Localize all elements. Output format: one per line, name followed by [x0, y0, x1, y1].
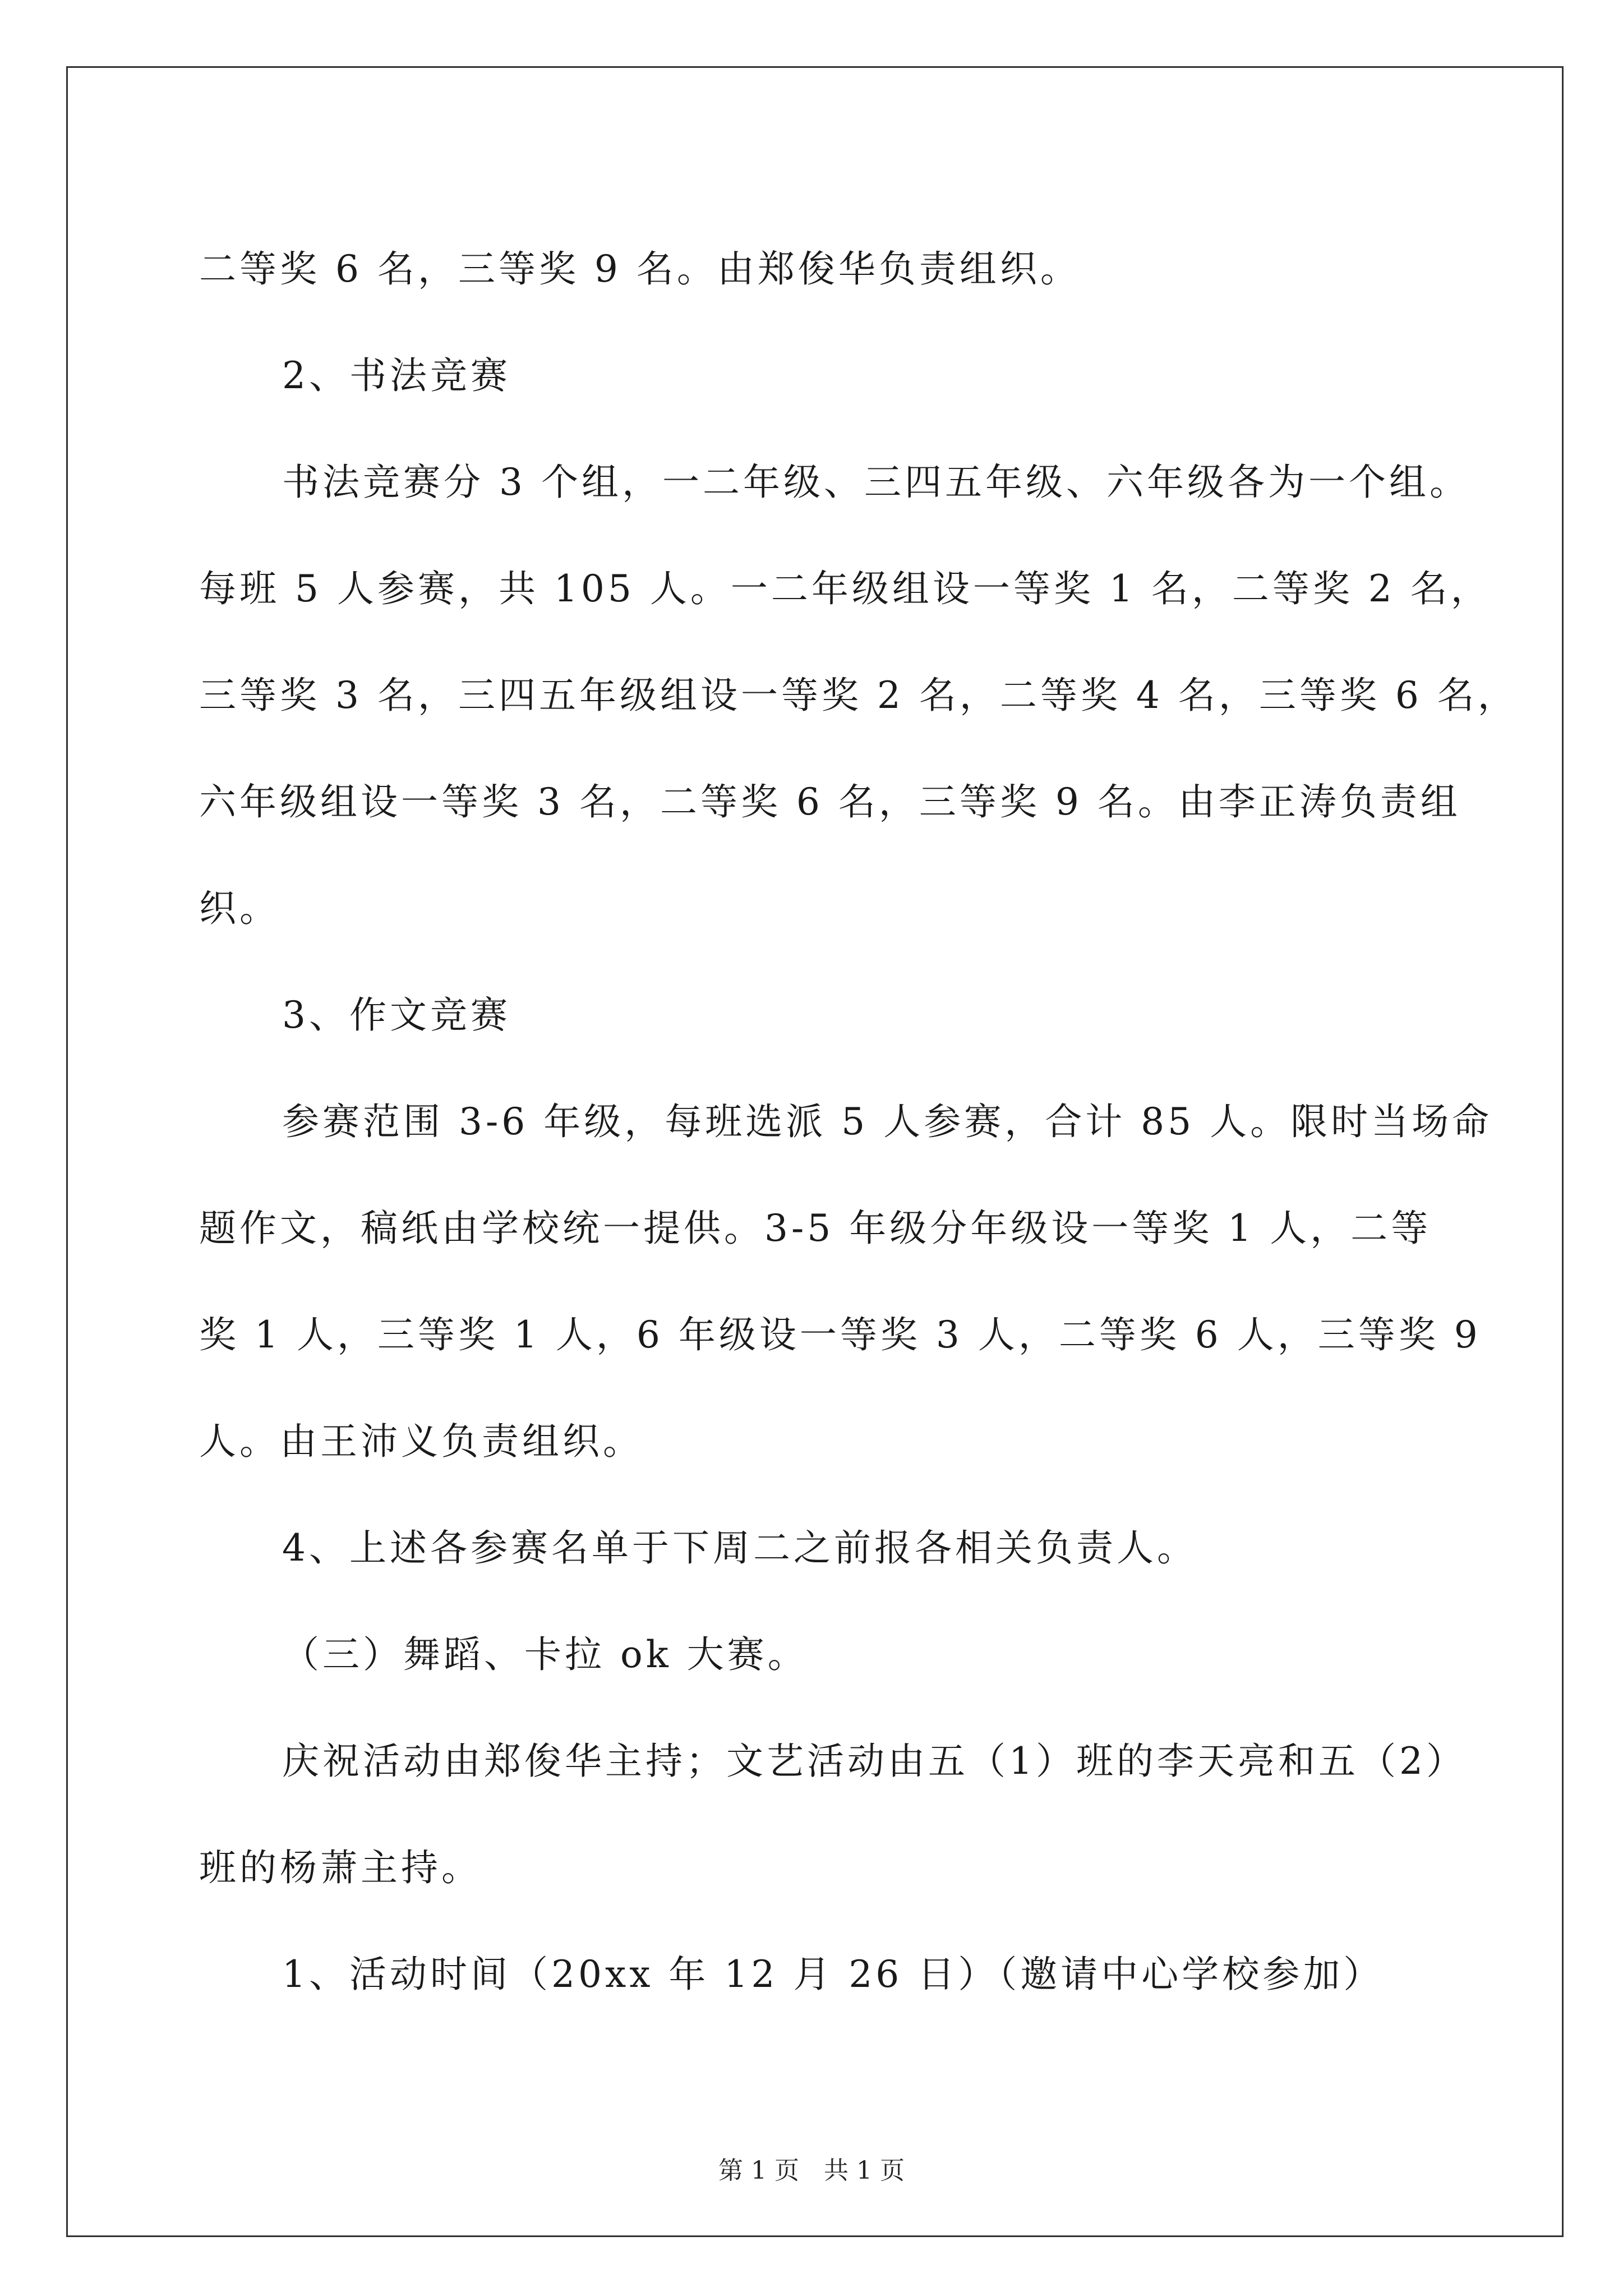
- text-line-7: 织。: [199, 887, 280, 930]
- section-heading-calligraphy: 2、书法竞赛: [282, 354, 511, 397]
- text-line-1: 二等奖 6 名，三等奖 9 名。由郑俊华负责组织。: [199, 247, 1081, 291]
- text-line-10: 题作文，稿纸由学校统一提供。3-5 年级分年级设一等奖 1 人，二等: [199, 1207, 1432, 1250]
- text-line-6: 六年级组设一等奖 3 名，二等奖 6 名，三等奖 9 名。由李正涛负责组: [199, 780, 1461, 823]
- text-line-17: 1、活动时间（20xx 年 12 月 26 日）（邀请中心学校参加）: [282, 1953, 1384, 1996]
- text-line-16: 班的杨萧主持。: [199, 1846, 482, 1889]
- text-line-9: 参赛范围 3-6 年级，每班选派 5 人参赛，合计 85 人。限时当场命: [282, 1100, 1493, 1143]
- text-line-12: 人。由王沛义负责组织。: [199, 1420, 643, 1463]
- page-footer: [0, 2150, 1623, 2186]
- page-total: 共 1 页: [824, 2156, 905, 2185]
- text-line-15: 庆祝活动由郑俊华主持；文艺活动由五（1）班的李天亮和五（2）: [282, 1740, 1467, 1783]
- page-number: 第 1 页: [718, 2156, 799, 2185]
- text-line-5: 三等奖 3 名，三四五年级组设一等奖 2 名，二等奖 4 名，三等奖 6 名，: [199, 674, 1518, 717]
- text-line-3: 书法竞赛分 3 个组，一二年级、三四五年级、六年级各为一个组。: [282, 461, 1470, 504]
- text-line-4: 每班 5 人参赛，共 105 人。一二年级组设一等奖 1 名，二等奖 2 名，: [199, 567, 1491, 610]
- text-line-13: 4、上述各参赛名单于下周二之前报各相关负责人。: [282, 1526, 1197, 1570]
- section-heading-essay: 3、作文竞赛: [282, 993, 511, 1037]
- text-line-11: 奖 1 人，三等奖 1 人，6 年级设一等奖 3 人，二等奖 6 人，三等奖 9: [199, 1313, 1481, 1356]
- section-heading-dance-karaoke: （三）舞蹈、卡拉 ok 大赛。: [282, 1633, 808, 1676]
- document-body: [199, 216, 1518, 2028]
